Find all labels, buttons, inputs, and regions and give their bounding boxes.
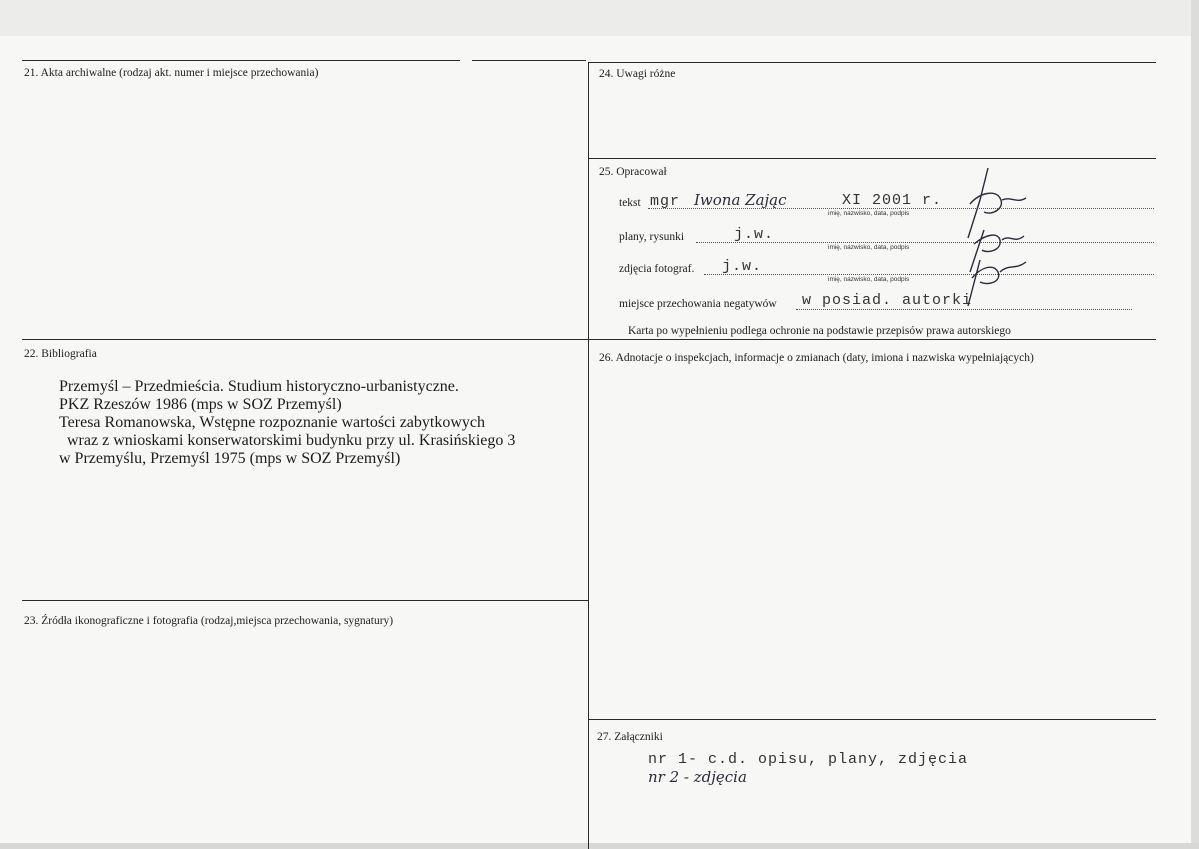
negatywy-value: w posiad. autorki	[802, 292, 973, 309]
tekst-handwritten-name: Iwona Zając	[694, 191, 787, 209]
section-24-label: 24. Uwagi różne	[599, 68, 676, 80]
section-21-label: 21. Akta archiwalne (rodzaj akt. numer i miejsce przechowania)	[24, 67, 319, 79]
top-rule-middle	[472, 60, 586, 61]
zdjecia-dotted-line	[704, 274, 1154, 275]
bibliography-line: Teresa Romanowska, Wstępne rozpoznanie wartości zabytkowych	[59, 414, 485, 431]
rule-21-22	[22, 339, 1156, 340]
bibliography-line: w Przemyślu, Przemyśl 1975 (mps w SOZ Przemyśl)	[59, 450, 401, 467]
tekst-typed-value: mgr	[650, 193, 681, 210]
section-25-label: 25. Opracował	[599, 166, 667, 178]
rule-24-25	[588, 158, 1156, 159]
scan-top-margin	[0, 0, 1199, 36]
section-22-label: 22. Bibliografia	[24, 348, 97, 360]
rule-26-27	[588, 719, 1156, 720]
section-26-label: 26. Adnotacje o inspekcjach, informacje o zmianach (daty, imiona i nazwiska wypełniających)	[599, 352, 1034, 364]
tekst-label: tekst	[619, 197, 641, 209]
bibliography-line: PKZ Rzeszów 1986 (mps w SOZ Przemyśl)	[59, 396, 342, 413]
negatywy-label: miejsce przechowania negatywów	[619, 298, 777, 310]
top-rule-left	[22, 60, 460, 61]
bibliography-line: Przemyśl – Przedmieścia. Studium historyczno-urbanistyczne.	[59, 378, 459, 395]
tekst-hint: imię, nazwisko, data, podpis	[828, 210, 910, 217]
attachments-line-1: nr 1- c.d. opisu, plany, zdjęcia	[648, 751, 969, 768]
zdjecia-label: zdjęcia fotograf.	[619, 263, 695, 275]
plany-label: plany, rysunki	[619, 231, 685, 243]
bibliography-text	[59, 378, 515, 468]
rule-22-23	[22, 600, 588, 601]
bibliography-line: wraz z wnioskami konserwatorskimi budynku przy ul. Krasińskiego 3	[67, 432, 516, 449]
plany-hint: imię, nazwisko, data, podpis	[828, 244, 910, 251]
center-divider	[588, 62, 589, 849]
section-27-label: 27. Załączniki	[597, 731, 663, 743]
signature-scribble-icon	[940, 160, 1030, 310]
zdjecia-value: j.w.	[722, 258, 763, 275]
zdjecia-hint: imię, nazwisko, data, podpis	[828, 276, 910, 283]
top-rule-right	[588, 62, 1156, 63]
copyright-note: Karta po wypełnieniu podlega ochronie na podstawie przepisów prawa autorskiego	[628, 325, 1011, 337]
tekst-typed-date: XI 2001 r.	[842, 192, 943, 209]
scan-right-edge	[1191, 0, 1199, 849]
scan-bottom-edge	[0, 843, 1199, 849]
section-23-label: 23. Źródła ikonograficzne i fotografia (rodzaj,miejsca przechowania, sygnatury)	[24, 615, 394, 627]
attachments-line-2: nr 2 - zdjęcia	[648, 768, 747, 786]
plany-value: j.w.	[734, 226, 775, 243]
